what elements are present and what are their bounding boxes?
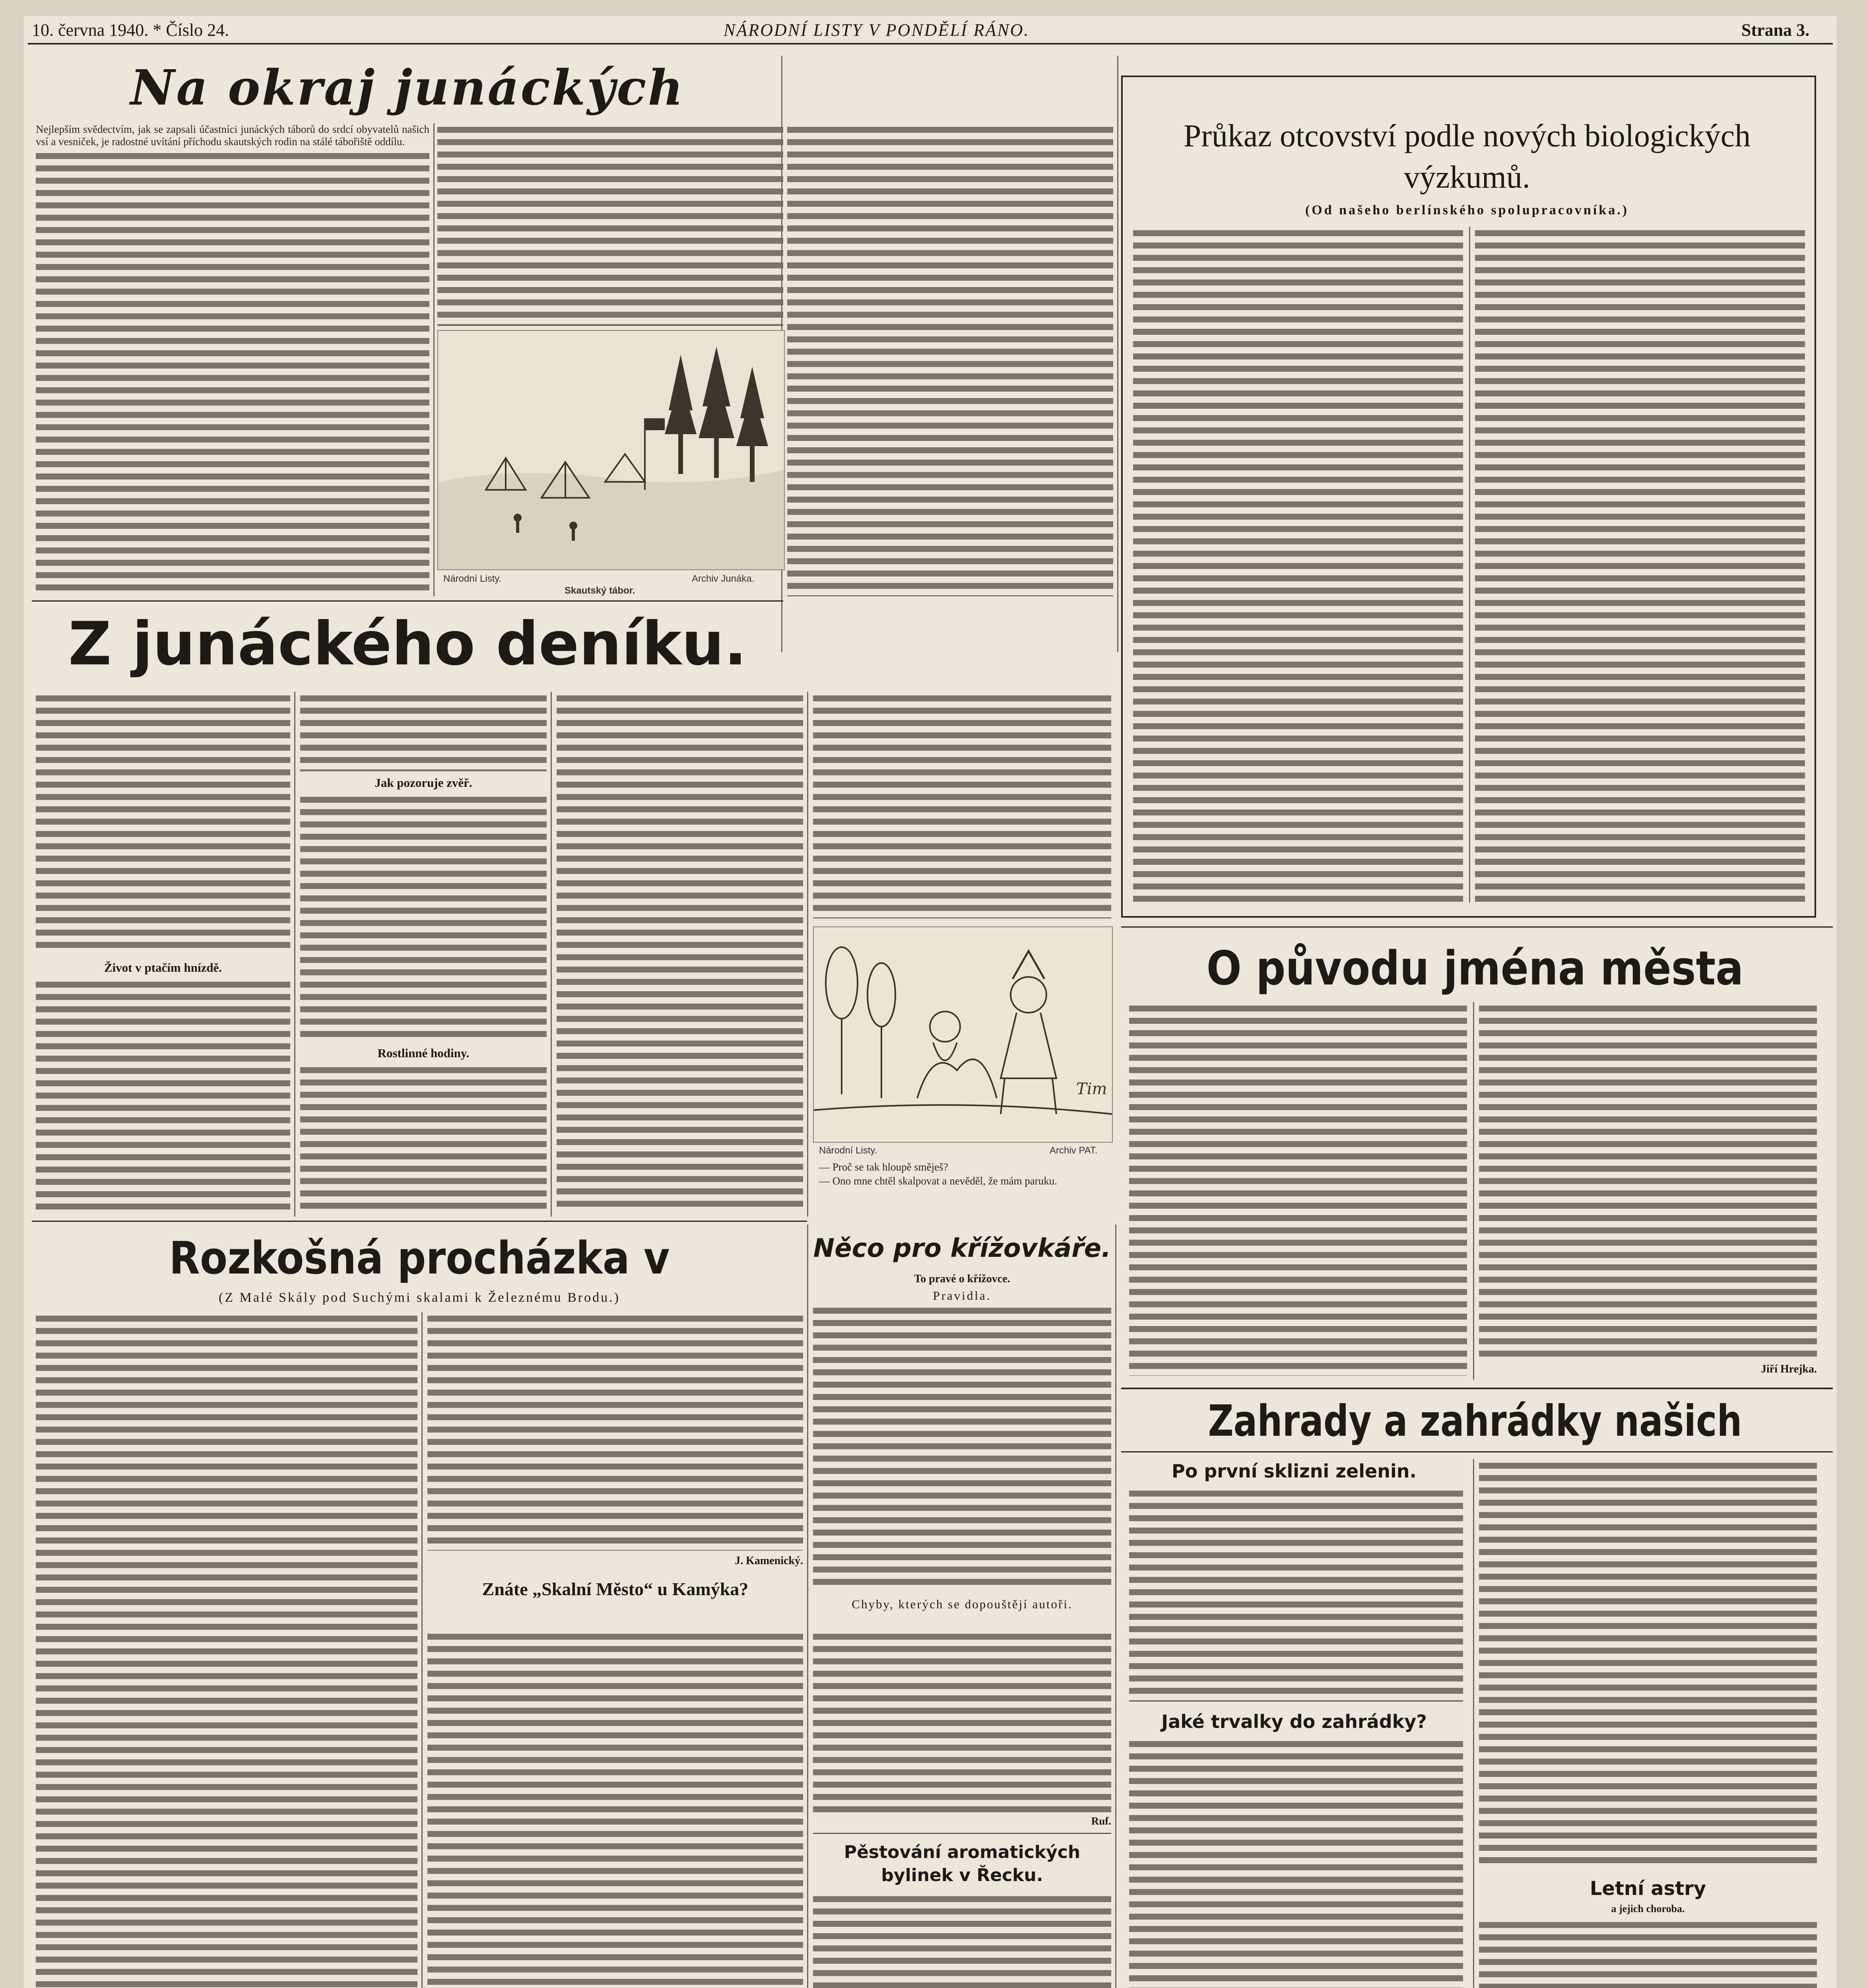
text-column — [557, 692, 803, 1213]
article-title-denik: Z junáckého deníku. — [68, 610, 747, 679]
text-column — [300, 793, 547, 1040]
article-subtitle-prochazka: (Z Malé Skály pod Suchými skalami k Železnému Brodu.) — [219, 1290, 620, 1305]
article-title-skalni-mesto: Znáte „Skalní Město“ u Kamýka? — [482, 1579, 749, 1599]
subheading: Život v ptačím hnízdě. — [104, 961, 222, 975]
text-column — [813, 692, 1111, 918]
text-column — [300, 1064, 547, 1213]
article-title-zahrady: Zahrady a zahrádky našich — [1208, 1396, 1742, 1446]
text-column — [1129, 1002, 1467, 1376]
text-column — [36, 149, 429, 596]
article-title-tabory: Na okraj junáckých — [130, 59, 685, 116]
text-column — [1479, 1459, 1817, 1869]
text-column — [1479, 1002, 1817, 1360]
article-intro-tabory: Nejlepším svědectvím, jak se zapsali účastníci junáckých táborů do srdcí obyvatelů našich vsí a vesniček, je radostné uvítání příchodu skautských rodin na stálé tábořiště oddílu. — [36, 123, 429, 148]
text-column — [437, 123, 783, 326]
text-column — [1479, 1918, 1817, 1988]
subheading: a jejich choroba. — [1611, 1903, 1685, 1914]
illustration-skautsky-tabor — [437, 330, 785, 570]
article-title-prochazka: Rozkošná procházka v — [169, 1233, 670, 1284]
author-milevsko: Jiří Hrejka. — [1760, 1363, 1817, 1375]
text-column — [36, 1312, 417, 1988]
cartoon-dialog-answer: — Ono mne chtěl skalpovat a nevěděl, že mám paruku. — [819, 1175, 1058, 1187]
subheading-zahrady-2: Jaké trvalky do zahrádky? — [1161, 1711, 1427, 1732]
subheading: Rostlinné hodiny. — [377, 1046, 470, 1060]
author-prochazka: J. Kamenický. — [735, 1555, 803, 1567]
text-column — [1129, 1738, 1463, 1988]
caption-left: Národní Listy. — [819, 1145, 877, 1156]
text-column — [813, 1304, 1111, 1590]
page-number: Strana 3. — [1741, 20, 1810, 40]
text-column — [813, 1630, 1111, 1813]
article-title-aromaticke: Pěstování aromatických bylinek v Řecku. — [844, 1842, 1081, 1885]
article-title-milevsko: O původu jména města — [1206, 941, 1744, 996]
caption-right: Archiv PAT. — [1050, 1145, 1098, 1156]
cartoon-dialog-question: — Proč se tak hloupě směješ? — [819, 1161, 948, 1173]
text-column — [787, 123, 1113, 596]
newspaper-page — [24, 16, 1837, 1988]
text-column — [1133, 227, 1463, 903]
issue-date: 10. června 1940. * Číslo 24. — [32, 20, 229, 40]
subheading-zahrady-3: Letní astry — [1589, 1877, 1706, 1900]
text-column — [813, 1893, 1111, 1988]
caption-left: Národní Listy. — [443, 573, 502, 584]
subheading: Chyby, kterých se dopouštějí autoři. — [852, 1597, 1073, 1611]
subheading-zahrady-1: Po první sklizni zelenin. — [1172, 1460, 1417, 1482]
text-column — [1475, 227, 1805, 903]
text-column — [1129, 1487, 1463, 1702]
text-column — [300, 692, 547, 771]
article-subtitle-prukaz: (Od našeho berlínského spolupracovníka.) — [1305, 203, 1629, 217]
article-title-prukaz: Průkaz otcovství podle nových biologických výzkumů. — [1183, 118, 1751, 195]
svg-text:Tim: Tim — [1076, 1080, 1107, 1098]
article-title-krizovky: Něco pro křížovkáře. — [813, 1234, 1111, 1263]
text-column — [36, 692, 290, 954]
text-column — [36, 978, 290, 1213]
newspaper-title: NÁRODNÍ LISTY V PONDĚLÍ RÁNO. — [724, 20, 1030, 40]
caption-center: Skautský tábor. — [565, 585, 635, 596]
subheading: Jak pozoruje zvěř. — [375, 776, 472, 790]
author-krizovky: Ruf. — [1091, 1815, 1111, 1827]
subheading: To pravé o křížovce. — [914, 1273, 1010, 1285]
text-column — [427, 1630, 803, 1988]
caption-right: Archiv Junáka. — [692, 573, 755, 584]
header-rule — [28, 43, 1833, 45]
subheading: Pravidla. — [933, 1289, 992, 1303]
illustration-indian-cartoon — [813, 926, 1113, 1143]
text-column — [427, 1312, 803, 1551]
